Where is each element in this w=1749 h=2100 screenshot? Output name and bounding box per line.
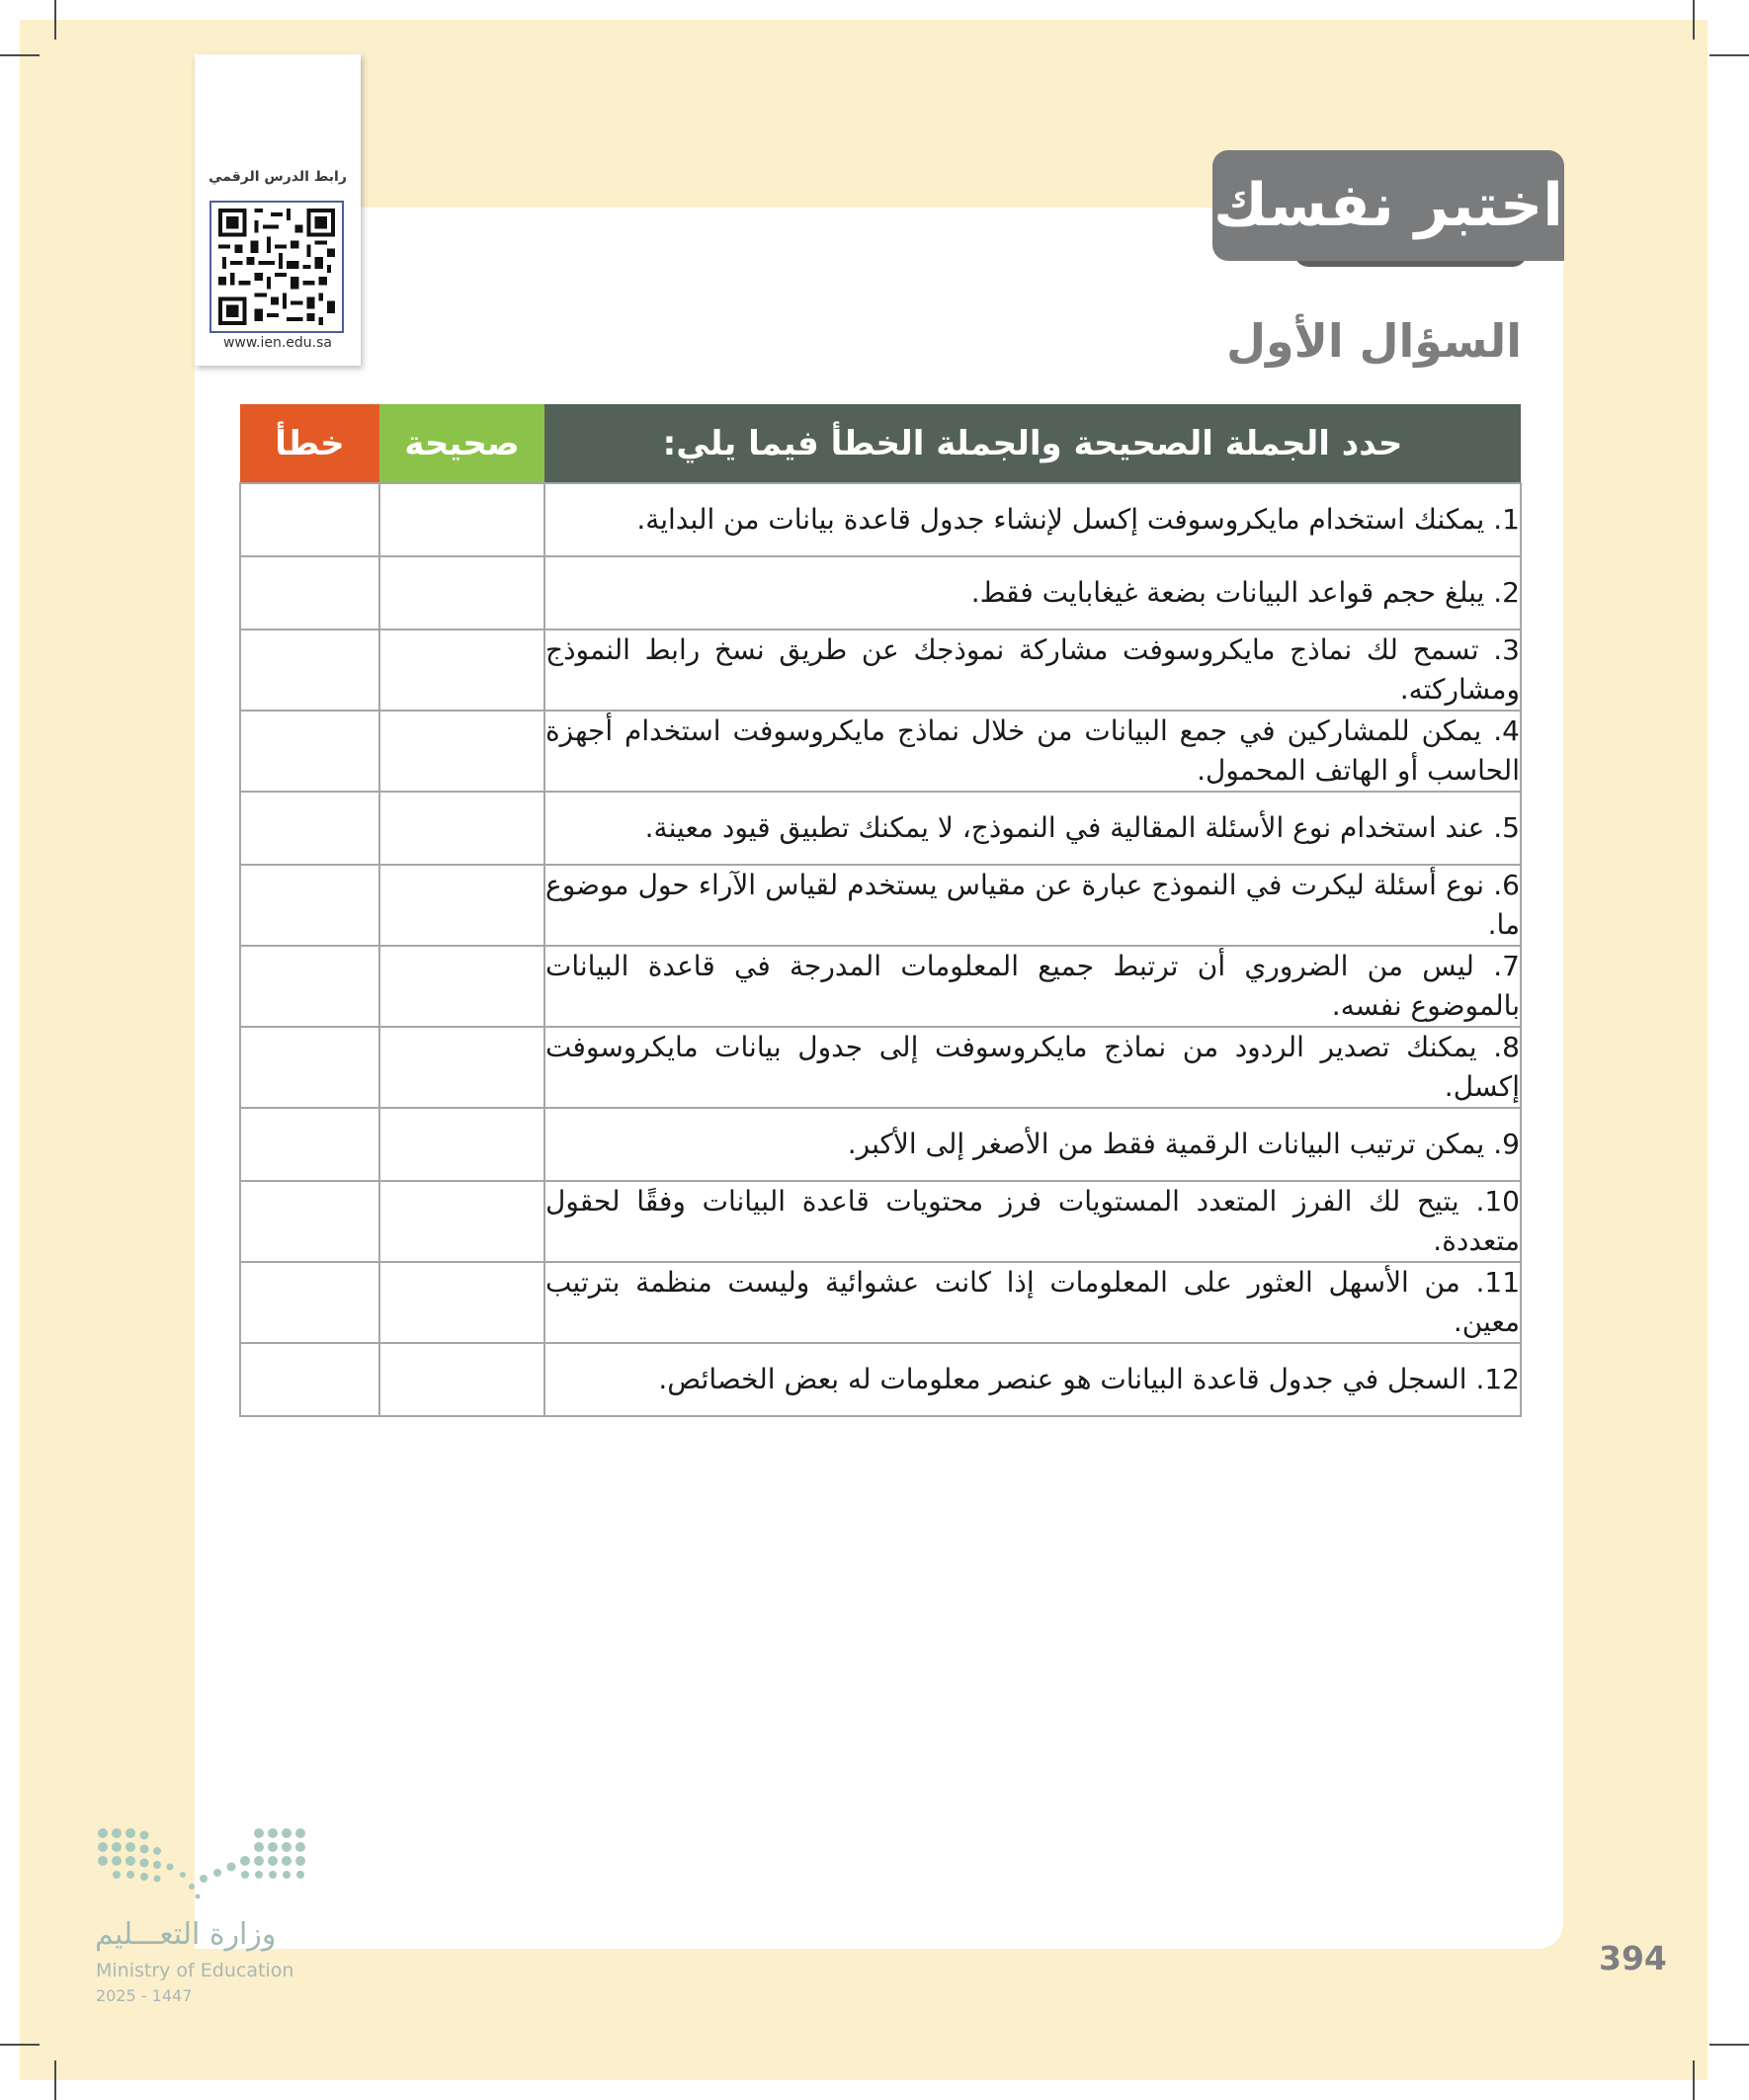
true-answer-cell[interactable] xyxy=(379,1343,544,1416)
table-row xyxy=(240,1181,1521,1262)
table-row xyxy=(240,630,1521,711)
statement-text: عند استخدام نوع الأسئلة المقالية في النموذج، لا يمكنك تطبيق قيود معينة. xyxy=(644,811,1485,844)
statement-number: 1. xyxy=(1493,503,1520,536)
statement-cell xyxy=(544,792,1521,865)
table-header-row xyxy=(240,404,1521,483)
true-answer-cell[interactable] xyxy=(379,946,544,1027)
statement-cell xyxy=(544,556,1521,630)
qr-card[interactable] xyxy=(195,54,361,366)
false-answer-cell[interactable] xyxy=(240,630,379,711)
statement-number: 4. xyxy=(1493,714,1520,747)
statement-cell xyxy=(544,711,1521,792)
ministry-name-english: Ministry of Education xyxy=(96,1960,294,1981)
true-column-header: صحيحة xyxy=(379,404,544,483)
crop-mark xyxy=(1709,2044,1749,2046)
table-row xyxy=(240,1343,1521,1416)
statement-cell xyxy=(544,946,1521,1027)
table-row xyxy=(240,483,1521,556)
statement-number: 6. xyxy=(1493,869,1520,901)
statement-text: يمكنك استخدام مايكروسوفت إكسل لإنشاء جدول قاعدة بيانات من البداية. xyxy=(636,503,1485,536)
instruction-header: حدد الجملة الصحيحة والجملة الخطأ فيما يلي: xyxy=(544,404,1521,483)
false-answer-cell[interactable] xyxy=(240,946,379,1027)
statement-text: ليس من الضروري أن ترتبط جميع المعلومات المدرجة في قاعدة البيانات بالموضوع نفسه. xyxy=(545,950,1520,1022)
false-answer-cell[interactable] xyxy=(240,1108,379,1181)
false-answer-cell[interactable] xyxy=(240,711,379,792)
crop-mark xyxy=(1693,2060,1695,2100)
crop-mark xyxy=(1709,54,1749,56)
true-answer-cell[interactable] xyxy=(379,483,544,556)
statement-text: يمكن للمشاركين في جمع البيانات من خلال نماذج مايكروسوفت استخدام أجهزة الحاسب أو الهاتف المحمول. xyxy=(545,714,1520,787)
statement-text: السجل في جدول قاعدة البيانات هو عنصر معلومات له بعض الخصائص. xyxy=(658,1363,1467,1395)
ministry-name-arabic: وزارة التعـــليم xyxy=(95,1917,277,1952)
statement-text: يمكن ترتيب البيانات الرقمية فقط من الأصغر إلى الأكبر. xyxy=(847,1128,1485,1160)
false-answer-cell[interactable] xyxy=(240,1027,379,1108)
statement-cell xyxy=(544,1027,1521,1108)
statement-cell xyxy=(544,483,1521,556)
false-answer-cell[interactable] xyxy=(240,865,379,946)
table-row xyxy=(240,946,1521,1027)
true-answer-cell[interactable] xyxy=(379,792,544,865)
statement-text: نوع أسئلة ليكرت في النموذج عبارة عن مقياس يستخدم لقياس الآراء حول موضوع ما. xyxy=(545,869,1520,941)
statement-number: 3. xyxy=(1493,633,1520,666)
statement-cell xyxy=(544,865,1521,946)
table-row xyxy=(240,1108,1521,1181)
statement-number: 9. xyxy=(1493,1128,1520,1160)
crop-mark xyxy=(0,54,40,56)
statement-cell xyxy=(544,1181,1521,1262)
false-answer-cell[interactable] xyxy=(240,792,379,865)
table-row xyxy=(240,865,1521,946)
true-answer-cell[interactable] xyxy=(379,1181,544,1262)
edition-year: 2025 - 1447 xyxy=(96,1986,193,2005)
crop-mark xyxy=(0,2044,40,2046)
false-answer-cell[interactable] xyxy=(240,1343,379,1416)
statement-number: 2. xyxy=(1493,576,1520,609)
section-badge: اختبر نفسك xyxy=(1212,150,1564,261)
qr-label: رابط الدرس الرقمي xyxy=(208,169,347,185)
qr-code-icon[interactable] xyxy=(209,201,344,333)
question-title: السؤال الأول xyxy=(1226,314,1522,368)
statement-text: يبلغ حجم قواعد البيانات بضعة غيغابايت فقط. xyxy=(970,576,1485,609)
statement-number: 12. xyxy=(1475,1363,1520,1395)
true-answer-cell[interactable] xyxy=(379,1262,544,1343)
statement-cell xyxy=(544,1343,1521,1416)
false-answer-cell[interactable] xyxy=(240,1181,379,1262)
statement-text: من الأسهل العثور على المعلومات إذا كانت عشوائية وليست منظمة بترتيب معين. xyxy=(545,1266,1520,1338)
statement-cell xyxy=(544,630,1521,711)
statement-number: 8. xyxy=(1493,1031,1520,1063)
true-answer-cell[interactable] xyxy=(379,1027,544,1108)
statement-text: يمكنك تصدير الردود من نماذج مايكروسوفت إلى جدول بيانات مايكروسوفت إكسل. xyxy=(545,1031,1520,1103)
page-number: 394 xyxy=(1599,1939,1667,1977)
table-row xyxy=(240,1262,1521,1343)
true-answer-cell[interactable] xyxy=(379,865,544,946)
true-answer-cell[interactable] xyxy=(379,630,544,711)
statement-number: 7. xyxy=(1493,950,1520,982)
statement-cell xyxy=(544,1108,1521,1181)
true-false-table xyxy=(239,404,1522,1417)
statement-text: تسمح لك نماذج مايكروسوفت مشاركة نموذجك عن طريق نسخ رابط النموذج ومشاركته. xyxy=(545,633,1520,706)
statement-number: 11. xyxy=(1475,1266,1521,1299)
true-answer-cell[interactable] xyxy=(379,1108,544,1181)
statement-text: يتيح لك الفرز المتعدد المستويات فرز محتويات قاعدة البيانات وفقًا لحقول متعددة. xyxy=(545,1185,1520,1257)
crop-mark xyxy=(54,2060,56,2100)
true-answer-cell[interactable] xyxy=(379,711,544,792)
table-row xyxy=(240,711,1521,792)
true-answer-cell[interactable] xyxy=(379,556,544,630)
qr-url[interactable]: www.ien.edu.sa xyxy=(222,335,333,351)
statement-cell xyxy=(544,1262,1521,1343)
table-row xyxy=(240,556,1521,630)
false-answer-cell[interactable] xyxy=(240,556,379,630)
table-row xyxy=(240,1027,1521,1108)
false-column-header: خطأ xyxy=(240,404,379,483)
crop-mark xyxy=(1693,0,1695,40)
statement-number: 10. xyxy=(1475,1185,1520,1218)
statement-number: 5. xyxy=(1493,811,1520,844)
false-answer-cell[interactable] xyxy=(240,483,379,556)
crop-mark xyxy=(54,0,56,40)
false-answer-cell[interactable] xyxy=(240,1262,379,1343)
table-row xyxy=(240,792,1521,865)
